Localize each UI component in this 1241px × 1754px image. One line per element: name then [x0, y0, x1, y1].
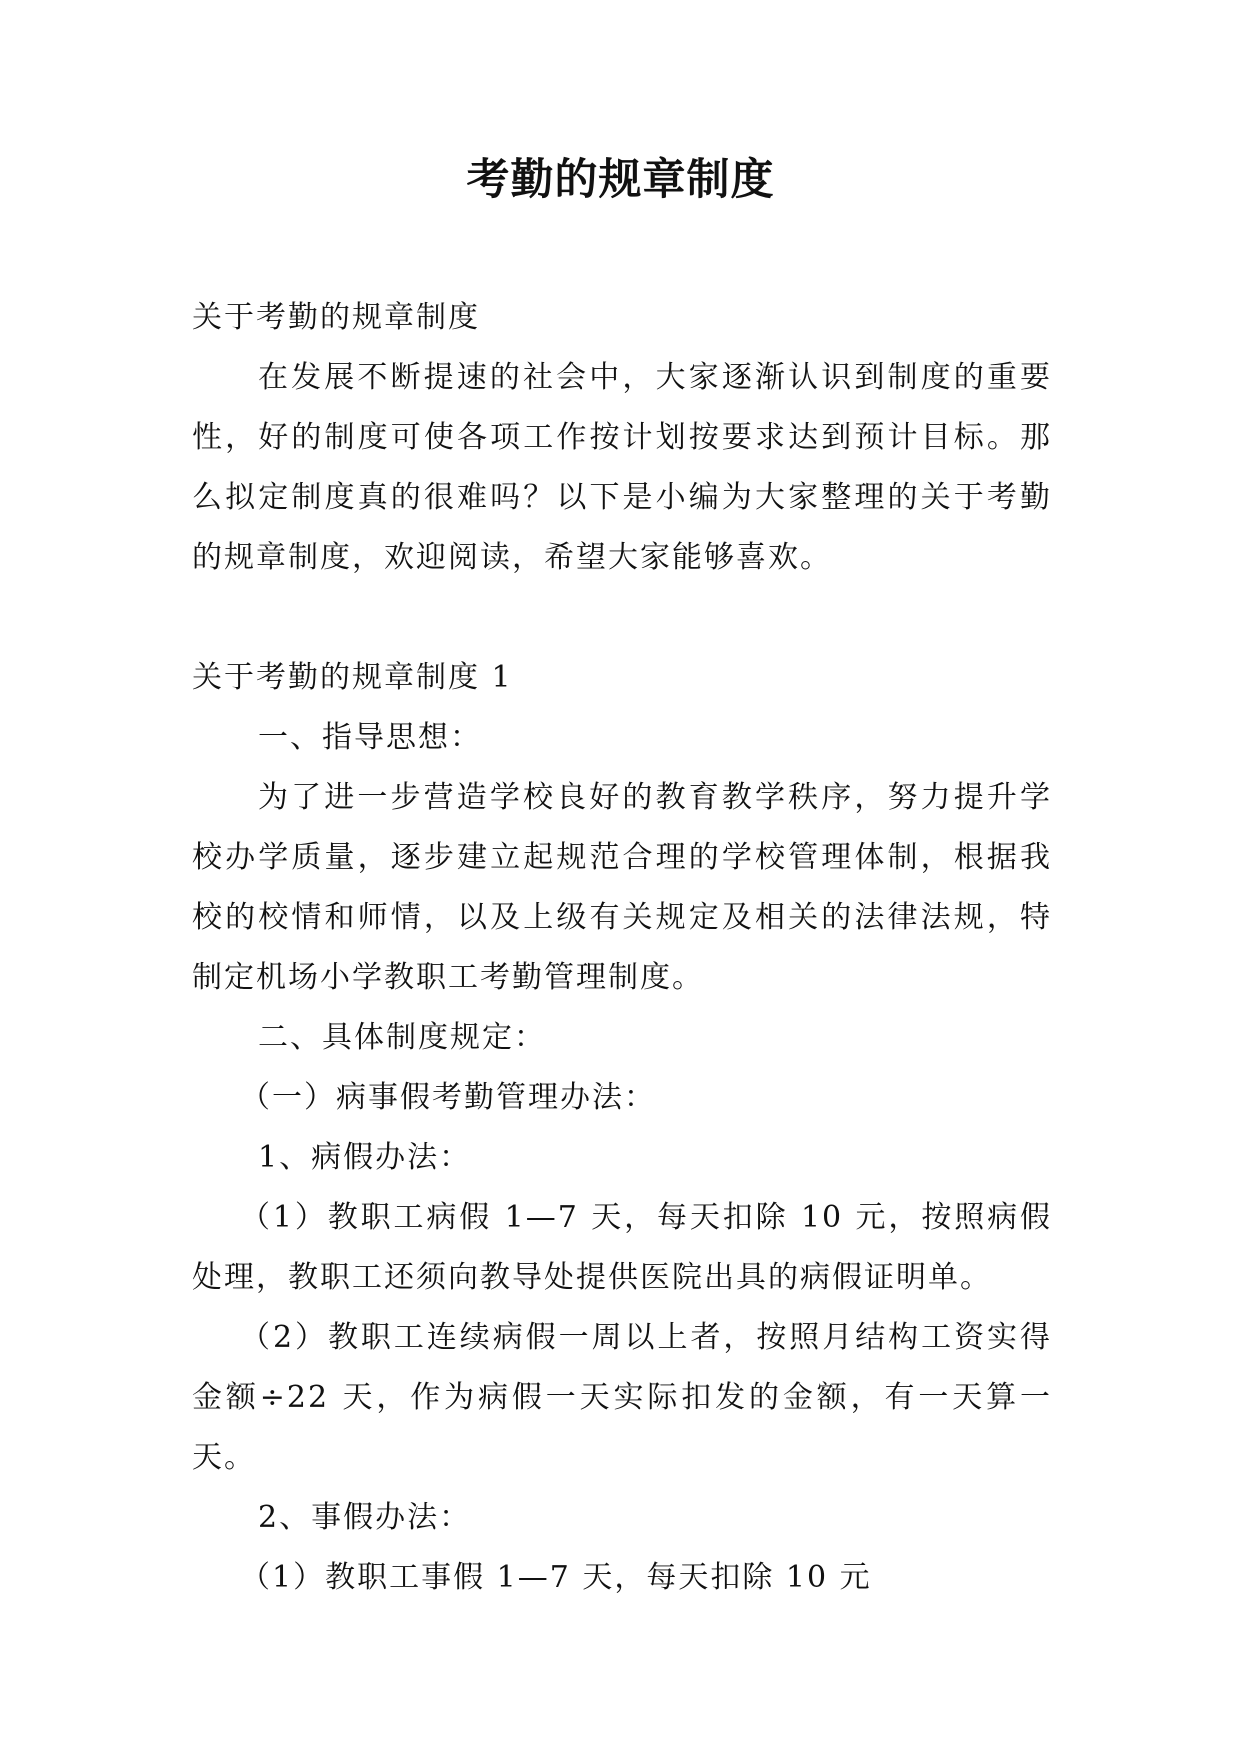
section-heading: 关于考勤的规章制度 1 — [192, 660, 513, 695]
paragraph: （1）教职工病假 1—7 天，每天扣除 10 元，按照病假处理，教职工还须向教导处提供医院出具的病假证明单。 — [192, 1200, 1052, 1295]
paragraph: （一）病事假考勤管理办法： — [240, 1080, 656, 1115]
document-body — [192, 288, 1052, 1608]
paragraph: （1）教职工事假 1—7 天，每天扣除 10 元 — [240, 1560, 872, 1595]
paragraph: （2）教职工连续病假一周以上者，按照月结构工资实得金额÷22 天，作为病假一天实际扣发的金额，有一天算一天。 — [192, 1320, 1052, 1475]
document-title: 考勤的规章制度 — [466, 155, 775, 205]
paragraph: 一、指导思想： — [258, 720, 482, 755]
paragraph: 二、具体制度规定： — [258, 1020, 546, 1055]
paragraph: 为了进一步营造学校良好的教育教学秩序，努力提升学校办学质量，逐步建立起规范合理的学校管理体制，根据我校的校情和师情，以及上级有关规定及相关的法律法规，特制定机场小学教职工考勤管理制度。 — [192, 780, 1052, 995]
paragraph: 在发展不断提速的社会中，大家逐渐认识到制度的重要性，好的制度可使各项工作按计划按要求达到预计目标。那么拟定制度真的很难吗？以下是小编为大家整理的关于考勤的规章制度，欢迎阅读，希望大家能够喜欢。 — [192, 360, 1052, 575]
paragraph: 2、事假办法： — [258, 1500, 472, 1535]
paragraph: 1、病假办法： — [258, 1140, 472, 1175]
section-heading: 关于考勤的规章制度 — [192, 300, 480, 335]
